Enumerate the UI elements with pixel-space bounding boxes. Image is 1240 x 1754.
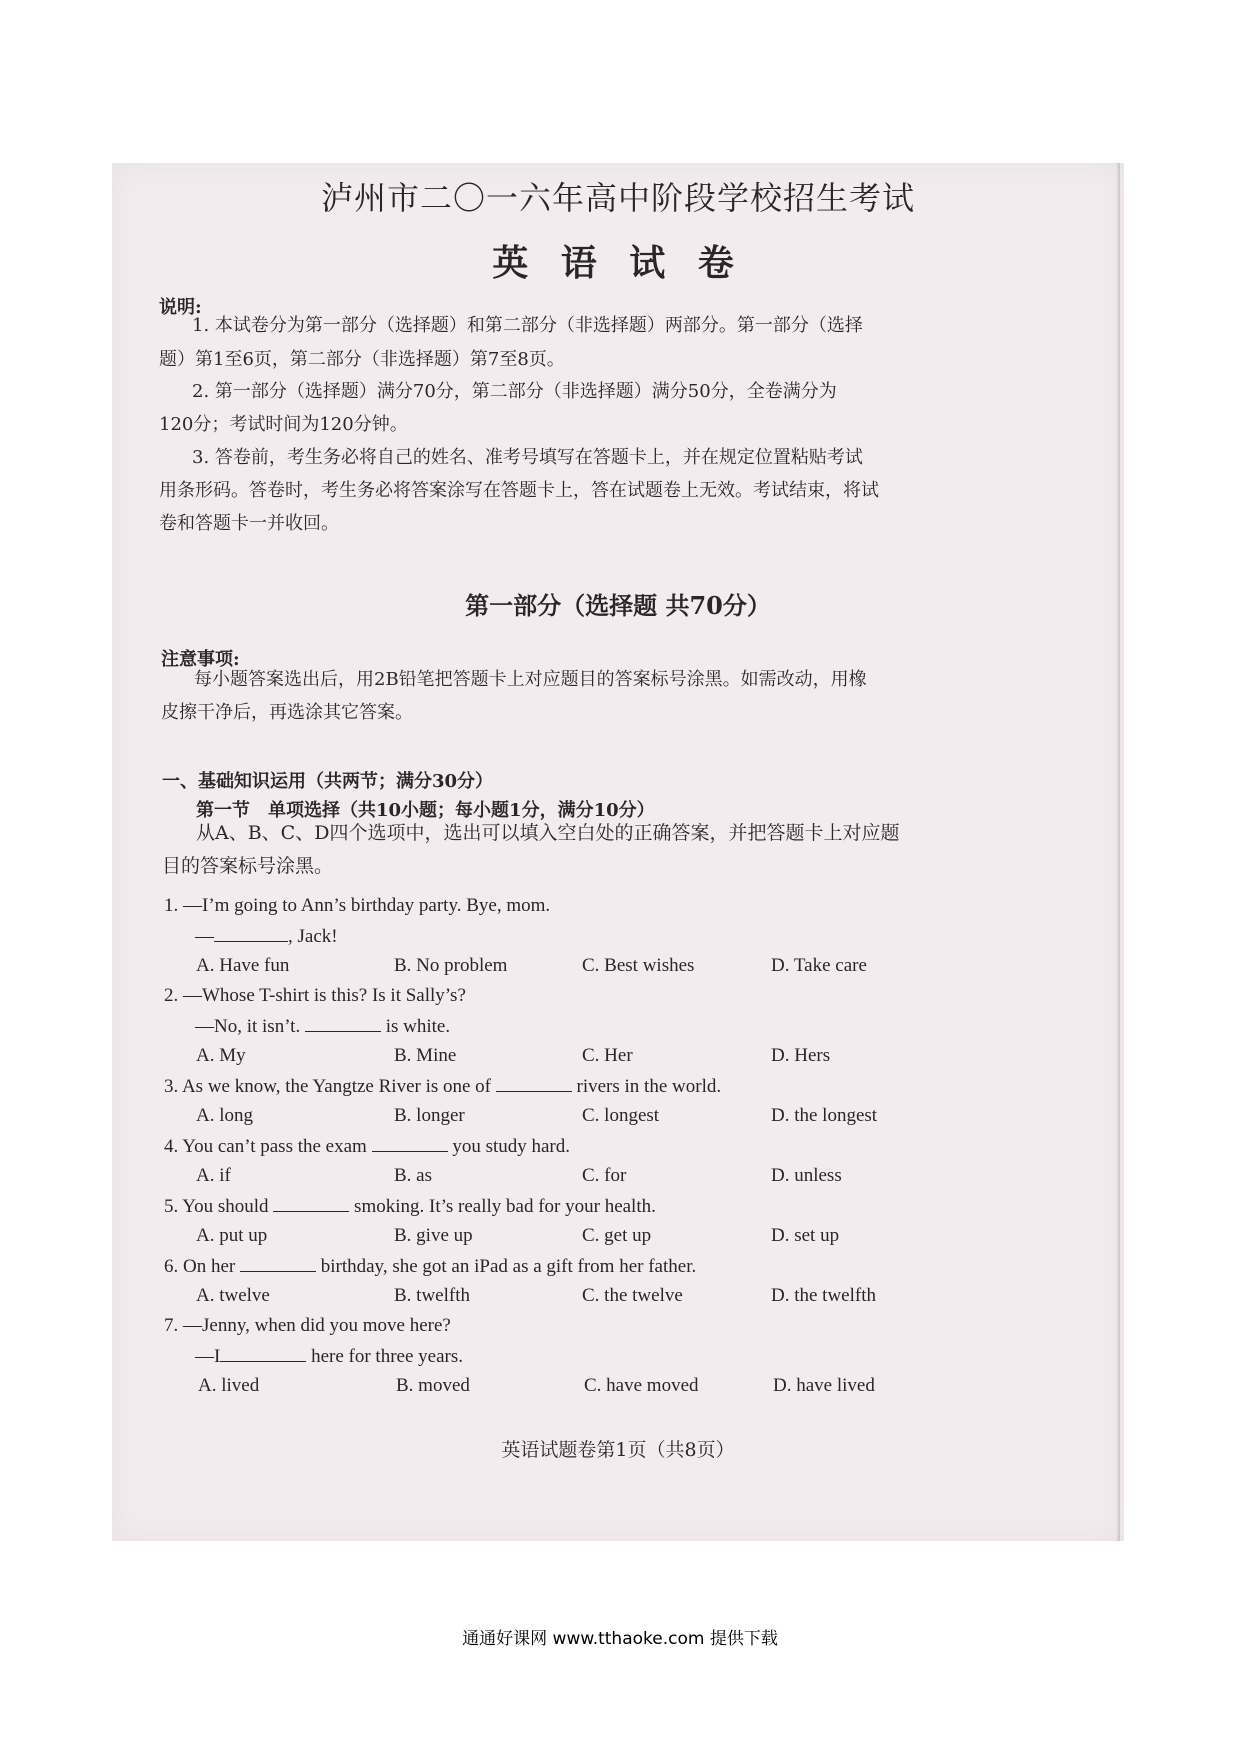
notes-line: 每小题答案选出后，用2B铅笔把答题卡上对应题目的答案标号涂黑。如需改动，用橡 [194, 669, 867, 690]
section1-direction: 目的答案标号涂黑。 [162, 855, 334, 877]
answer-blank [305, 1015, 381, 1032]
option-d: D. Take care [771, 955, 867, 976]
section1-direction: 从A、B、C、D四个选项中，选出可以填入空白处的正确答案，并把答题卡上对应题 [196, 822, 900, 844]
option-b: B. give up [394, 1225, 473, 1246]
instruction-line: 3. 答卷前，考生务必将自己的姓名、准考号填写在答题卡上，并在规定位置粘贴考试 [192, 447, 863, 468]
option-a: A. My [196, 1045, 246, 1066]
scanned-exam-page [112, 163, 1124, 1541]
option-c: C. for [582, 1165, 627, 1186]
option-c: C. Best wishes [582, 955, 695, 976]
option-d: D. unless [771, 1165, 842, 1186]
option-a: A. long [196, 1105, 253, 1126]
option-c: C. the twelve [582, 1285, 683, 1306]
question-3-stem: 3. As we know, the Yangtze River is one of rivers in the world. [164, 1076, 722, 1097]
answer-blank [240, 1255, 316, 1272]
answer-blank [214, 925, 288, 942]
option-c: C. have moved [584, 1375, 699, 1396]
answer-blank [273, 1195, 349, 1212]
question-7-stem: 7. —Jenny, when did you move here? [164, 1315, 451, 1336]
question-1-stem: 1. —I’m going to Ann’s birthday party. Bye, mom. [164, 895, 551, 916]
answer-blank [496, 1075, 572, 1092]
part1-title: 第一部分（选择题 共70分） [465, 591, 771, 620]
option-a: A. put up [196, 1225, 268, 1246]
option-b: B. No problem [394, 955, 508, 976]
download-source-footer: 通通好课网 www.tthaoke.com 提供下载 [462, 1629, 778, 1649]
question-4-stem: 4. You can’t pass the exam you study hard. [164, 1136, 571, 1157]
question-2-answer-line: —No, it isn’t. is white. [195, 1016, 451, 1037]
instruction-line: 2. 第一部分（选择题）满分70分，第二部分（非选择题）满分50分，全卷满分为 [192, 381, 837, 402]
exam-title: 泸州市二〇一六年高中阶段学校招生考试 [320, 179, 915, 217]
instruction-line: 120分；考试时间为120分钟。 [159, 414, 408, 435]
option-a: A. lived [198, 1375, 260, 1396]
option-d: D. set up [771, 1225, 840, 1246]
option-a: A. if [196, 1165, 231, 1186]
instruction-line: 1. 本试卷分为第一部分（选择题）和第二部分（非选择题）两部分。第一部分（选择 [192, 315, 863, 336]
question-6-stem: 6. On her birthday, she got an iPad as a gift from her father. [164, 1256, 697, 1277]
instruction-line: 用条形码。答卷时，考生务必将答案涂写在答题卡上，答在试题卷上无效。考试结束，将试 [159, 480, 879, 501]
question-7-answer-line: —I here for three years. [195, 1346, 463, 1367]
option-b: B. longer [394, 1105, 465, 1126]
section1-subheading: 第一节 单项选择（共10小题；每小题1分，满分10分） [196, 800, 655, 821]
question-5-stem: 5. You should smoking. It’s really bad for your health. [164, 1196, 656, 1217]
instructions-label: 说明: [159, 297, 202, 318]
option-c: C. Her [582, 1045, 633, 1066]
notes-line: 皮擦干净后，再选涂其它答案。 [161, 702, 413, 723]
question-2-stem: 2. —Whose T-shirt is this? Is it Sally’s? [164, 985, 466, 1006]
section1-heading: 一、基础知识运用（共两节；满分30分） [162, 771, 494, 792]
option-d: D. have lived [773, 1375, 875, 1396]
option-d: D. Hers [771, 1045, 831, 1066]
answer-blank [372, 1135, 448, 1152]
option-a: A. twelve [196, 1285, 270, 1306]
answer-blank [220, 1345, 306, 1362]
option-b: B. as [394, 1165, 432, 1186]
option-b: B. twelfth [394, 1285, 470, 1306]
option-b: B. moved [396, 1375, 470, 1396]
option-d: D. the twelfth [771, 1285, 877, 1306]
option-a: A. Have fun [196, 955, 290, 976]
exam-subtitle: 英 语 试 卷 [492, 242, 744, 284]
page-number-footer: 英语试题卷第1页（共8页） [501, 1439, 735, 1461]
option-c: C. get up [582, 1225, 652, 1246]
instruction-line: 卷和答题卡一并收回。 [159, 513, 339, 534]
option-d: D. the longest [771, 1105, 878, 1126]
instruction-line: 题）第1至6页，第二部分（非选择题）第7至8页。 [159, 349, 565, 370]
notes-label: 注意事项: [161, 649, 240, 670]
option-b: B. Mine [394, 1045, 457, 1066]
option-c: C. longest [582, 1105, 660, 1126]
question-1-answer-line: — , Jack! [195, 926, 338, 947]
